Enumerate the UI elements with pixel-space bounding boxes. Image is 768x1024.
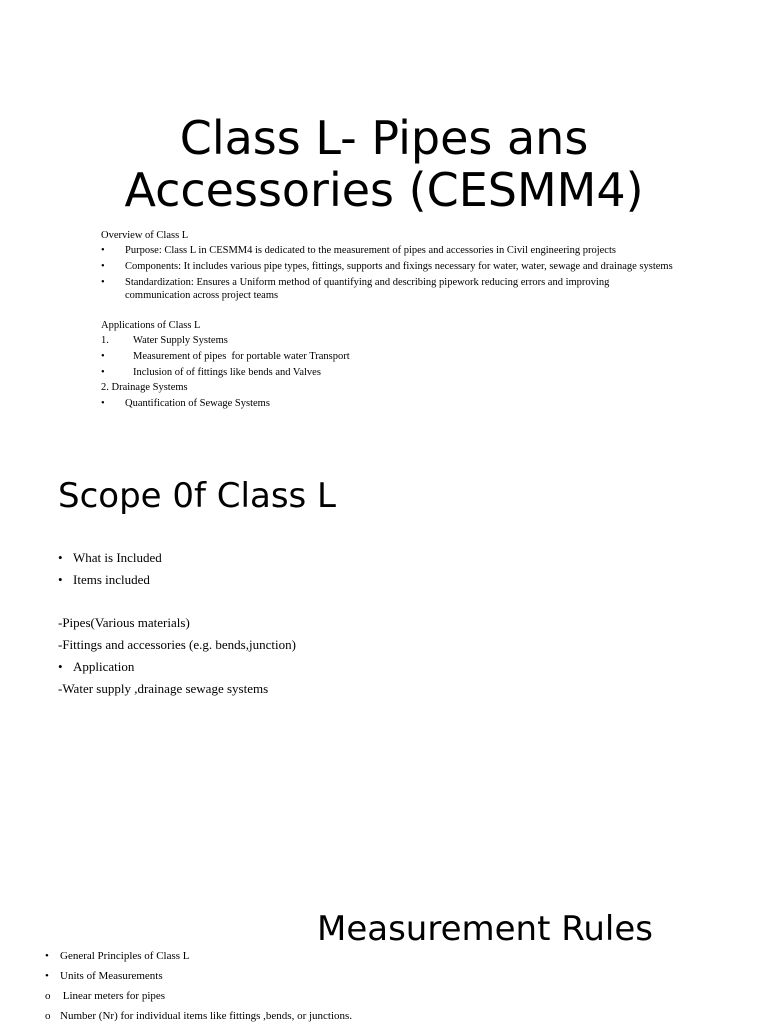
scope-line-fittings: -Fittings and accessories (e.g. bends,junction) xyxy=(58,637,296,652)
app-sub-bullet-3: • xyxy=(101,398,105,409)
overview-heading: Overview of Class L xyxy=(101,230,189,241)
rules-sub-number: Number (Nr) for individual items like fittings ,bends, or junctions. xyxy=(60,1010,353,1022)
rules-item-general-principles: General Principles of Class L xyxy=(60,950,190,962)
scope-bullet-3-marker: • xyxy=(58,659,63,674)
app-sub-fittings: Inclusion of of fittings like bends and Valves xyxy=(133,367,321,378)
slide1-title-line2: Accessories (CESMM4) xyxy=(124,163,644,217)
overview-item-standardization: Standardization: Ensures a Uniform method of quantifying and describing pipework reducing errors and improving communication across project teams xyxy=(125,277,610,301)
scope-bullet-application: Application xyxy=(73,659,135,674)
app-sub-bullet-1: • xyxy=(101,351,105,362)
slide3-title: Measurement Rules xyxy=(317,909,653,949)
scope-bullet-what-included: What is Included xyxy=(73,550,162,565)
rules-sub-bullet-2-marker: o xyxy=(45,1010,51,1022)
app-sub-measurement: Measurement of pipes for portable water Transport xyxy=(133,351,350,362)
slide1-title xyxy=(0,112,768,216)
scope-line-pipes: -Pipes(Various materials) xyxy=(58,615,190,630)
app-sub-bullet-2: • xyxy=(101,367,105,378)
applications-heading: Applications of Class L xyxy=(101,320,201,331)
rules-sub-linear-meters: Linear meters for pipes xyxy=(60,990,166,1002)
overview-item-components: Components: It includes various pipe types, fittings, supports and fixings necessary for water, water, sewage and drainage systems xyxy=(125,261,673,272)
scope-line-water-supply: -Water supply ,drainage sewage systems xyxy=(58,681,269,696)
rules-bullet-1-marker: • xyxy=(45,950,49,962)
scope-bullet-items-included: Items included xyxy=(73,572,150,587)
rules-sub-bullet-1-marker: o xyxy=(45,990,51,1002)
slide2-title: Scope 0f Class L xyxy=(58,476,336,516)
overview-item-purpose: Purpose: Class L in CESMM4 is dedicated to the measurement of pipes and accessories in Civil engineering projects xyxy=(125,245,616,256)
app-item-1-marker: 1. xyxy=(101,335,109,346)
rules-item-units: Units of Measurements xyxy=(60,970,163,982)
slide1-title-line1: Class L- Pipes ans xyxy=(179,111,589,165)
overview-bullet-3: • xyxy=(101,277,105,288)
app-item-drainage: 2. Drainage Systems xyxy=(101,382,188,393)
overview-bullet-1: • xyxy=(101,245,105,256)
scope-bullet-1-marker: • xyxy=(58,550,63,565)
app-sub-sewage: Quantification of Sewage Systems xyxy=(125,398,270,409)
scope-bullet-2-marker: • xyxy=(58,572,63,587)
rules-bullet-2-marker: • xyxy=(45,970,49,982)
app-item-water-supply: Water Supply Systems xyxy=(133,335,228,346)
overview-bullet-2: • xyxy=(101,261,105,272)
